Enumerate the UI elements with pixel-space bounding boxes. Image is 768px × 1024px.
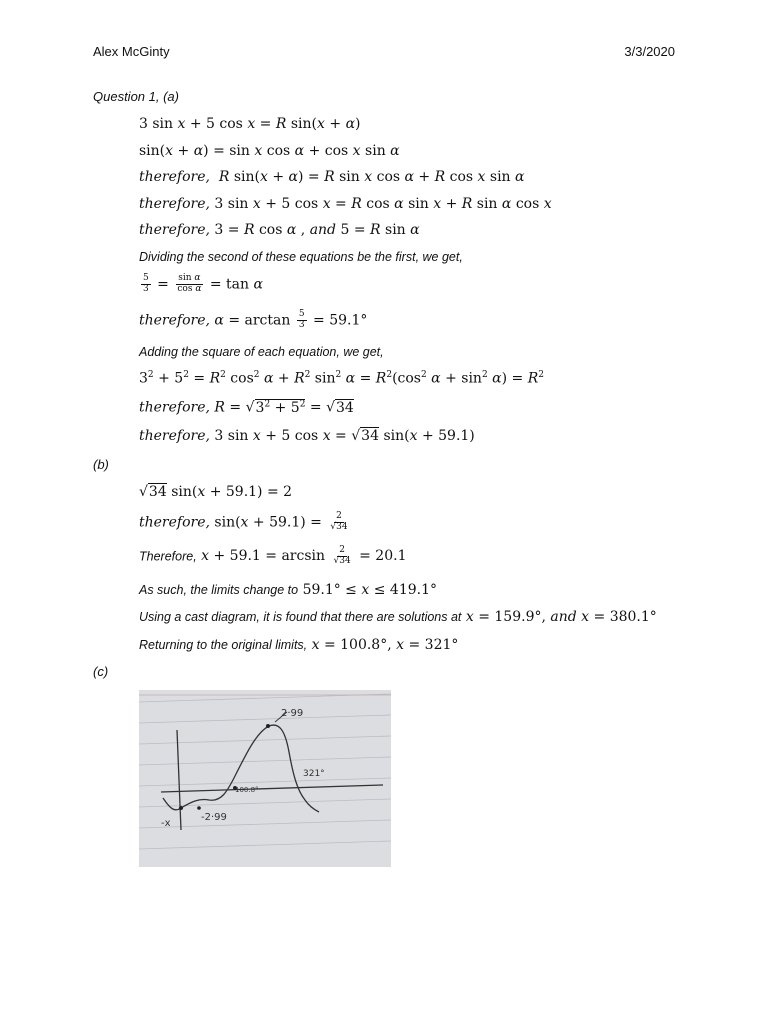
equation-a2: sin(x + α) = sin x cos α + cos x sin α [139,143,400,159]
text-cast: Using a cast diagram, it is found that there are solutions at [139,610,462,624]
sketch-label-min: -2·99 [201,812,227,823]
equation-a6: $\frac{5}{3}$ = $\frac{\text{sin α}}{\text{cos α}}$ = tan α [143,273,263,294]
equation-b3: Therefore, x + 59.1 = arcsin $\frac{2}{√34}$ = 20.1 [139,545,407,566]
text-adding: Adding the square of each equation, we get, [139,345,384,359]
equation-a5: therefore, 3 = R cos α , and 5 = R sin α [139,222,420,238]
part-c-label: (c) [93,664,109,679]
equation-b4: As such, the limits change to 59.1° ≤ x ≤ 419.1° [139,582,437,598]
equation-a7: therefore, α = arctan $\frac{5}{3}$ = 59.1° [139,309,368,330]
equation-a9: therefore, $R = √3^2 + 5^2 = √34$ [139,399,354,416]
sketch-label-max: 2·99 [281,708,304,719]
document-date: 3/3/2020 [624,44,675,59]
text-returning: Returning to the original limits, [139,638,308,652]
sketch-label-x1: 100.8° [235,786,259,794]
sketch-label-x2: 321° [303,769,325,779]
equation-b2: therefore, sin(x + 59.1) = $\frac{2}{√34}$ [139,511,348,532]
part-b-label: (b) [93,457,109,472]
question-1a-label: Question 1, (a) [93,89,179,104]
text-limits: As such, the limits change to [139,583,299,597]
sketch-label-x-left: -x [161,818,171,829]
equation-b1: √34 sin(x + 59.1) = 2 [139,484,293,500]
graph-sketch-photo [139,690,391,867]
equation-b6: Returning to the original limits, x = 100.8°, x = 321° [139,637,459,653]
equation-a3: therefore, R sin(x + α) = R sin x cos α + R cos x sin α [139,169,525,185]
author-name: Alex McGinty [93,44,170,59]
text-dividing: Dividing the second of these equations be the first, we get, [139,250,463,264]
equation-a8: $3^2 + 5^2 = R^2$ $\cos^2 \alpha + R^2$ $\sin^2 \alpha = R^2(\cos^2$ $\alpha + \sin^2 \alpha) = R^2$ [139,370,544,387]
equation-a10: therefore, 3 sin x + 5 cos x = √34 sin(x + 59.1) [139,428,475,444]
equation-b5: Using a cast diagram, it is found that there are solutions at x = 159.9°, and x = 380.1° [139,609,657,625]
therefore-label: Therefore, [139,549,197,564]
equation-a4: therefore, 3 sin x + 5 cos x = R cos α sin x + R sin α cos x [139,196,552,212]
equation-a1: 3 sin x + 5 cos x = R sin(x + α) [139,116,361,132]
